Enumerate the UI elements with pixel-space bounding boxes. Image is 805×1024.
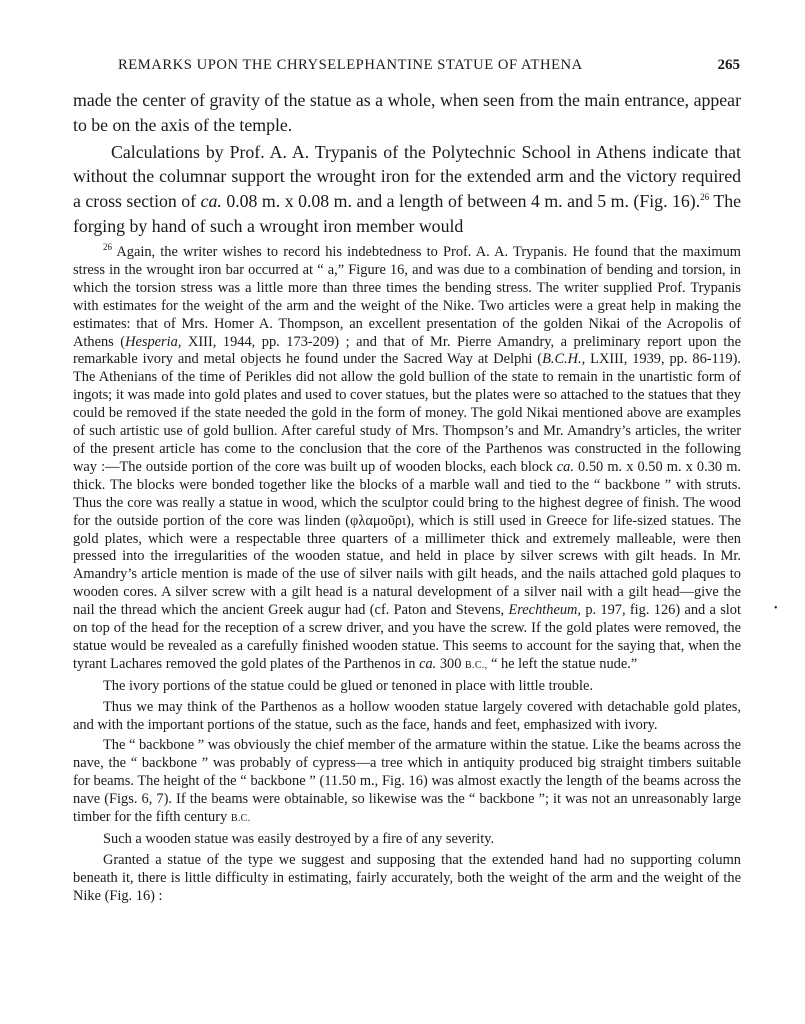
paragraph-calculations: Calculations by Prof. A. A. Trypanis of the Polytechnic School in Athens indicate that without the columnar support the wrought iron for the extended arm and the victory required a cross section of ca. 0.08 m. x 0.08 m. and a length of between 4 m. and 5 m. (Fig. 16).$^{26}$ The forging by hand of such a wrought iron member would [73,141,741,236]
paragraph-continued: made the center of gravity of the statue as a whole, when seen from the main entrance, appear to be on the axis of the temple. [73,90,741,135]
margin-mark: • [774,603,778,614]
footnote-paragraph-hollow-statue: Thus we may think of the Parthenos as a hollow wooden statue largely covered with detachable gold plates, and with the important portions of the statue, such as the face, hands and feet, emphasized with ivory. [73,698,741,733]
footnote-paragraph-weight: Granted a statue of the type we suggest and supposing that the extended hand had no supporting column beneath it, there is little difficulty in estimating, fairly accurately, both the weight of the arm and the weight of the Nike (Fig. 16) : [73,851,741,904]
running-header [118,57,740,74]
footnote-number: 26 [103,242,112,253]
main-text [73,88,741,239]
footnote-paragraph-backbone: The “ backbone ” was obviously the chief member of the armature within the statue. Like the beams across the nave, the “ backbone ” was probably of cypress—a tree which in antiquity produced big straight timbers suitable for beams. The height of the “ backbone ” (11.50 m., Fig. 16) was almost exactly the length of the beams across the nave (Figs. 6, 7). If the beams were obtainable, so likewise was the “ backbone ”; it was not an unreasonably large timber for the fifth century B.C. [73,737,741,826]
footnote-block [73,244,741,906]
footnote-26: $^{26}$ Again, the writer wishes to record his indebtedness to Prof. A. A. Trypanis. He found that the maximum stress in the wrought iron bar occurred at “ a,” Figure 16, and was due to a combination of bending and torsion, in which the torsion stress was a little more than three times the bending stress. The writer supplied Prof. Trypanis with estimates for the weight of the arm and the weight of the Nike. Two articles were a great help in making the estimates: that of Mrs. Homer A. Thompson, an excellent presentation of the golden Nikai of the Acropolis of Athens (Hesperia, XIII, 1944, pp. 173-209) ; and that of Mr. Pierre Amandry, a preliminary report upon the remarkable ivory and metal objects he found under the Sacred Way at Delphi (B.C.H., LXIII, 1939, pp. 86-119). The Athenians of the time of Perikles did not allow the gold bullion of the state to remain in the unartistic form of ingots; it was made into gold plates and used to cover statues, but the plates were so attached to the statues that they could be removed if the state needed the gold in the form of money. The gold Nikai mentioned above are examples of such artistic use of gold bullion. After careful study of Mrs. Thompson’s and Mr. Amandry’s articles, the writer of the present article has come to the conclusion that the core of the Parthenos was constructed in the following way :—The outside portion of the core was built up of wooden blocks, each block ca. 0.50 m. x 0.50 m. x 0.30 m. thick. The blocks were bonded together like the blocks of a marble wall and tied to the “ backbone ” with struts. Thus the core was really a statue in wood, which the sculptor could bring to the highest degree of finish. The wood for the outside portion of the core was linden (φλαμοῦρι), which is still used in Greece for life-sized statues. The gold plates, which were a respectable three quarters of a millimeter thick and extremely malleable, were then pressed into the irregularities of the wooden statue, and held in place by silver screws with gilt heads. In Mr. Amandry’s article mention is made of the use of silver nails with gilt heads, and the nails attached gold plaques to wooden cores. A silver screw with a gilt head is a natural development of a silver nail with a gilt head—give the nail the thread which the ancient Greek augur had (cf. Paton and Stevens, Erechtheum, p. 197, fig. 126) and a slot on top of the head for the reception of a screw driver, and you have the screw. If the gold plates were removed, the statue would be revealed as a carefully finished wooden statue. This seems to account for the saying that, when the tyrant Lachares removed the gold plates of the Parthenos in ca. 300 B.C., “ he left the statue nude.” [73,242,741,672]
footnote-paragraph-ivory: The ivory portions of the statue could be glued or tenoned in place with little trouble. [103,677,593,694]
page-number: 265 [717,57,740,73]
footnote-ref-26: 26 [700,192,710,203]
footnote-paragraph-fire: Such a wooden statue was easily destroyed by a fire of any severity. [103,831,495,847]
running-title: REMARKS UPON THE CHRYSELEPHANTINE STATUE OF ATHENA [118,57,583,73]
